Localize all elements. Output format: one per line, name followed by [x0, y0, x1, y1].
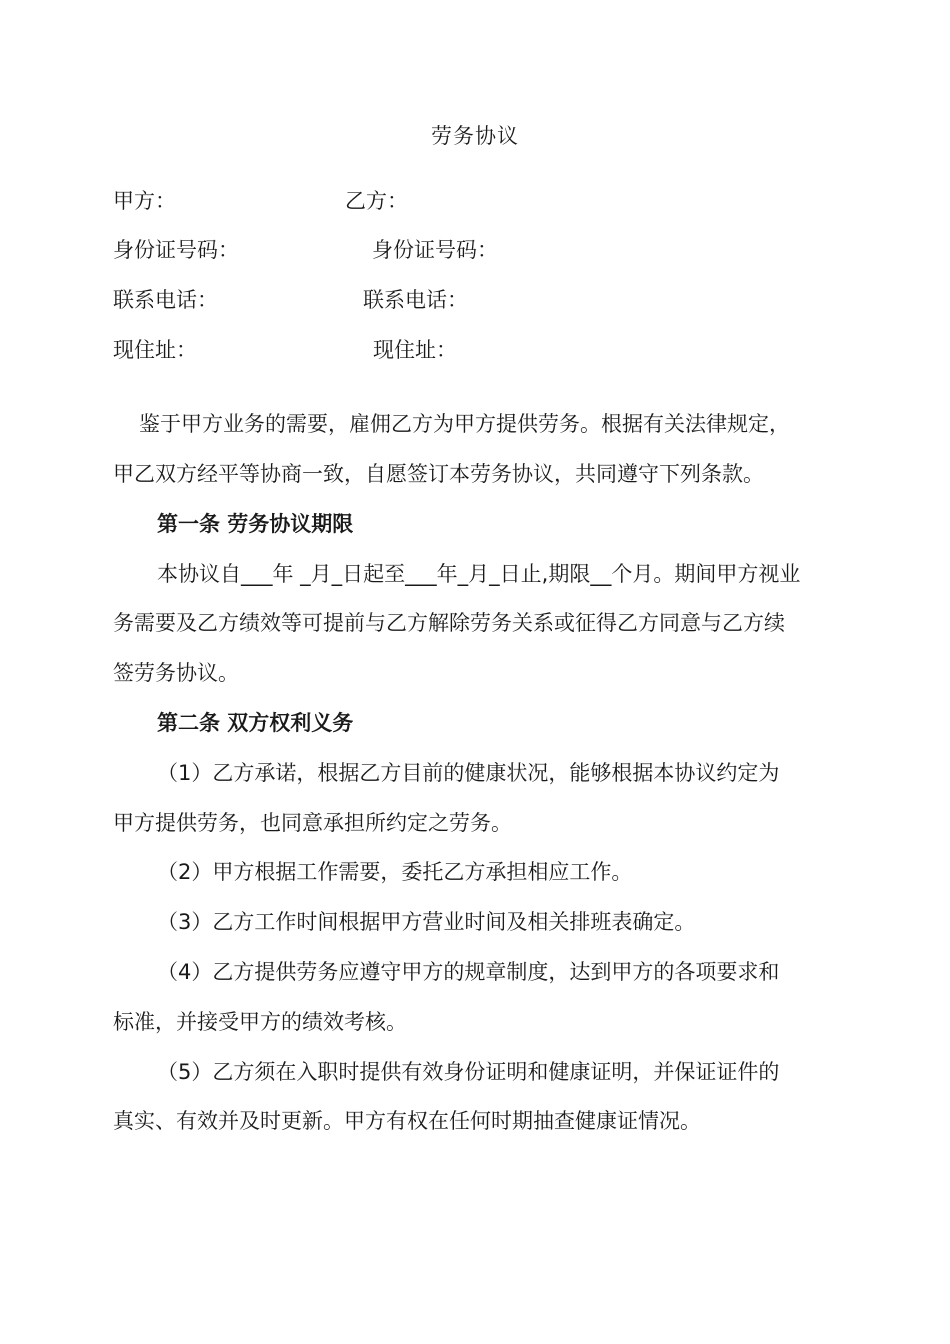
article-1-line: 本协议自___年 _月_日起至___年_月_日止,期限__个月。期间甲方视业: [157, 562, 801, 586]
article-2-clause: （2）甲方根据工作需要，委托乙方承担相应工作。: [157, 860, 633, 884]
preamble-line: 甲乙双方经平等协商一致，自愿签订本劳务协议，共同遵守下列条款。: [113, 462, 764, 486]
article-2-clause: 甲方提供劳务，也同意承担所约定之劳务。: [113, 811, 512, 835]
article-2-heading: 第二条 双方权利义务: [157, 711, 354, 735]
article-2-clause: （4）乙方提供劳务应遵守甲方的规章制度，达到甲方的各项要求和: [157, 960, 780, 984]
phone-b-label: 联系电话：: [363, 288, 468, 312]
id-number-a-label: 身份证号码：: [113, 238, 239, 262]
article-2-clause: （1）乙方承诺，根据乙方目前的健康状况，能够根据本协议约定为: [157, 761, 780, 785]
article-2-clause: （3）乙方工作时间根据甲方营业时间及相关排班表确定。: [157, 910, 696, 934]
party-a-label: 甲方：: [113, 189, 176, 213]
article-1-heading: 第一条 劳务协议期限: [157, 512, 354, 536]
party-b-label: 乙方：: [345, 189, 408, 213]
article-1-line: 务需要及乙方绩效等可提前与乙方解除劳务关系或征得乙方同意与乙方续: [113, 611, 785, 635]
address-a-label: 现住址：: [113, 338, 197, 362]
preamble-line: 鉴于甲方业务的需要，雇佣乙方为甲方提供劳务。根据有关法律规定，: [139, 412, 790, 436]
address-b-label: 现住址：: [373, 338, 457, 362]
article-1-line: 签劳务协议。: [113, 661, 239, 685]
document-title: 劳务协议: [431, 124, 519, 148]
article-2-clause: （5）乙方须在入职时提供有效身份证明和健康证明，并保证证件的: [157, 1060, 780, 1084]
phone-a-label: 联系电话：: [113, 288, 218, 312]
id-number-b-label: 身份证号码：: [372, 238, 498, 262]
article-2-clause: 真实、有效并及时更新。甲方有权在任何时期抽查健康证情况。: [113, 1109, 701, 1133]
article-2-clause: 标准，并接受甲方的绩效考核。: [113, 1010, 407, 1034]
